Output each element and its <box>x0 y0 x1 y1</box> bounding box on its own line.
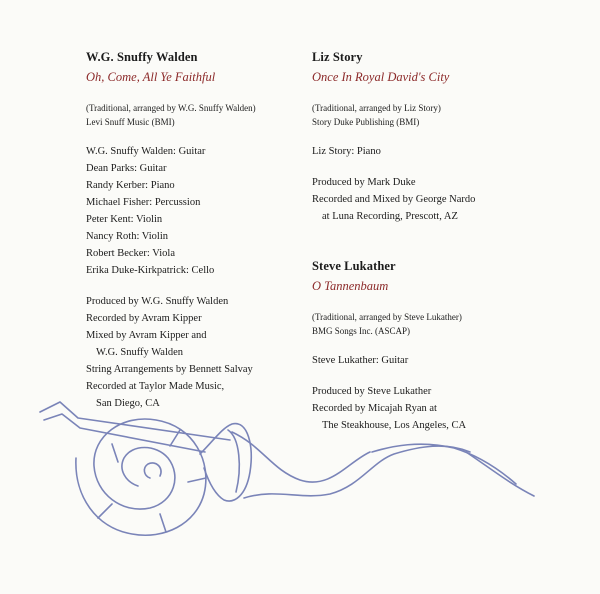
musician-item: Nancy Roth: Violin <box>86 231 169 242</box>
credit-line: (Traditional, arranged by Liz Story) <box>312 103 441 113</box>
production-line: Produced by Steve Lukather <box>312 386 432 397</box>
credit-line: BMG Songs Inc. (ASCAP) <box>312 326 411 336</box>
production-line: Recorded by Micajah Ryan at <box>312 403 437 414</box>
artist-name: W.G. Snuffy Walden <box>86 50 198 64</box>
musician-item: Steve Lukather: Guitar <box>312 355 409 366</box>
musician-item: Liz Story: Piano <box>312 146 381 157</box>
production-line: The Steakhouse, Los Angeles, CA <box>322 420 467 431</box>
production-line: San Diego, CA <box>96 398 160 409</box>
credit-line: (Traditional, arranged by Steve Lukather) <box>312 312 462 322</box>
artist-name: Steve Lukather <box>312 259 396 273</box>
musician-item: Randy Kerber: Piano <box>86 180 175 191</box>
musician-item: W.G. Snuffy Walden: Guitar <box>86 146 206 157</box>
song-title: O Tannenbaum <box>312 279 389 293</box>
musician-item: Robert Becker: Viola <box>86 248 175 259</box>
production-line: at Luna Recording, Prescott, AZ <box>322 211 458 222</box>
credit-line: Story Duke Publishing (BMI) <box>312 117 420 127</box>
song-title: Oh, Come, All Ye Faithful <box>86 70 216 84</box>
production-line: String Arrangements by Bennett Salvay <box>86 364 253 375</box>
song-title: Once In Royal David's City <box>312 70 450 84</box>
musician-item: Dean Parks: Guitar <box>86 163 167 174</box>
musician-item: Erika Duke-Kirkpatrick: Cello <box>86 265 215 276</box>
production-line: Recorded by Avram Kipper <box>86 313 202 324</box>
musician-item: Peter Kent: Violin <box>86 214 163 225</box>
artist-name: Liz Story <box>312 50 363 64</box>
credit-line: (Traditional, arranged by W.G. Snuffy Walden) <box>86 103 256 113</box>
production-line: Produced by Mark Duke <box>312 177 416 188</box>
musician-item: Michael Fisher: Percussion <box>86 197 201 208</box>
production-line: Produced by W.G. Snuffy Walden <box>86 296 229 307</box>
production-line: Mixed by Avram Kipper and <box>86 330 207 341</box>
production-line: Recorded at Taylor Made Music, <box>86 381 225 392</box>
production-line: Recorded and Mixed by George Nardo <box>312 194 476 205</box>
credit-line: Levi Snuff Music (BMI) <box>86 117 175 127</box>
production-line: W.G. Snuffy Walden <box>96 347 184 358</box>
